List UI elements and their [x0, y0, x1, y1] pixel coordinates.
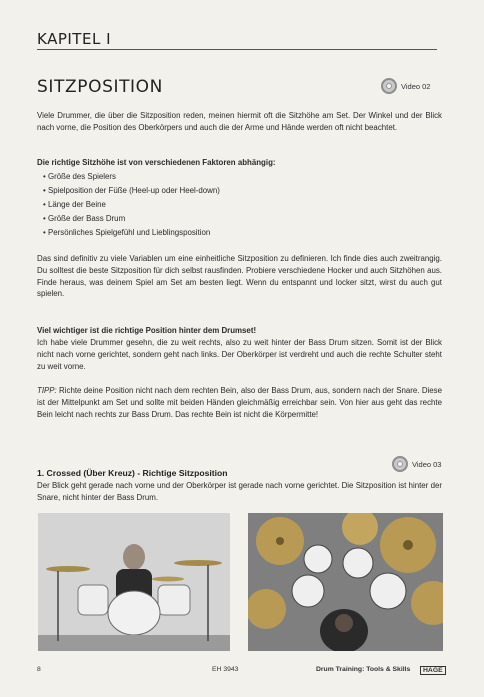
- section-heading: SITZPOSITION: [37, 77, 163, 97]
- video-label: Video 03: [412, 459, 442, 469]
- tip-paragraph: [37, 385, 442, 420]
- disc-icon: [392, 456, 408, 472]
- intro-paragraph: Viele Drummer, die über die Sitzposition reden, meinen hiermit oft die Sitzhöhe am Set. Der Winkel und der Blick nach vorne, die Position des Oberkörpers und auch die der Arme und Hände werden oft nicht beachtet.: [37, 111, 442, 132]
- edition-code: EH 3943: [212, 666, 239, 673]
- position-title: Viel wichtiger ist die richtige Position hinter dem Drumset!: [37, 326, 257, 335]
- publisher-logo: HAGE: [420, 666, 446, 675]
- list-item: • Spielposition der Füße (Heel-up oder Heel-down): [43, 184, 220, 198]
- list-item: • Persönliches Spielgefühl und Lieblingsposition: [43, 226, 220, 240]
- drum-kit-overhead-photo: [248, 513, 443, 651]
- video-label: Video 02: [401, 81, 431, 91]
- subsection-title: 1. Crossed (Über Kreuz) - Richtige Sitzposition: [37, 468, 228, 478]
- chapter-divider: [37, 49, 437, 50]
- factors-title: Die richtige Sitzhöhe ist von verschiedenen Faktoren abhängig:: [37, 158, 276, 167]
- factors-list: [43, 170, 220, 240]
- chapter-title: KAPITEL I: [37, 30, 111, 48]
- book-title: Drum Training: Tools & Skills: [316, 666, 411, 673]
- page-number: 8: [37, 666, 41, 673]
- subsection-paragraph: Der Blick geht gerade nach vorne und der Oberkörper ist gerade nach vorne gerichtet. Die Sitzposition ist hinter der Snare, nicht hinter der Bass Drum.: [37, 481, 442, 502]
- variables-paragraph: Das sind definitiv zu viele Variablen um eine einheitliche Sitzposition zu definieren. Ich finde dies auch zweitrangig. Du solltest die beste Sitzposition für dich selbst rausfinden. Probiere verschiedene Hocker und auch Sitzhöhen aus. Finde heraus, was deinem Spiel am Set am besten liegt. Wenn du entspannt und locker sitzt, wirst du auch gut spielen.: [37, 254, 442, 299]
- video-reference-2: [392, 456, 441, 472]
- position-paragraph: Ich habe viele Drummer gesehn, die zu weit rechts, also zu weit hinter der Bass Drum sitzen. Somit ist der Blick nicht nach vorne gerichtet, sondern geht nach links. Der Oberkörper ist verdreht und auch die rechte Schulter steht zu weit vorne.: [37, 338, 442, 371]
- video-reference-1: [381, 78, 430, 94]
- tip-text: Richte deine Position nicht nach dem rechten Bein, also der Bass Drum, aus, sondern nach der Snare. Diese ist der Mittelpunkt am Set und sollte mit beiden Händen gleichmäßig erreichbar sein. Von hier aus geht das rechte Bein leicht nach rechts zur Bass Drum. Das rechte Bein ist nicht die Körpermitte!: [37, 386, 442, 419]
- drummer-front-photo: [38, 513, 230, 651]
- list-item: • Größe der Bass Drum: [43, 212, 220, 226]
- disc-icon: [381, 78, 397, 94]
- list-item: • Größe des Spielers: [43, 170, 220, 184]
- list-item: • Länge der Beine: [43, 198, 220, 212]
- tip-label: TIPP:: [37, 386, 57, 395]
